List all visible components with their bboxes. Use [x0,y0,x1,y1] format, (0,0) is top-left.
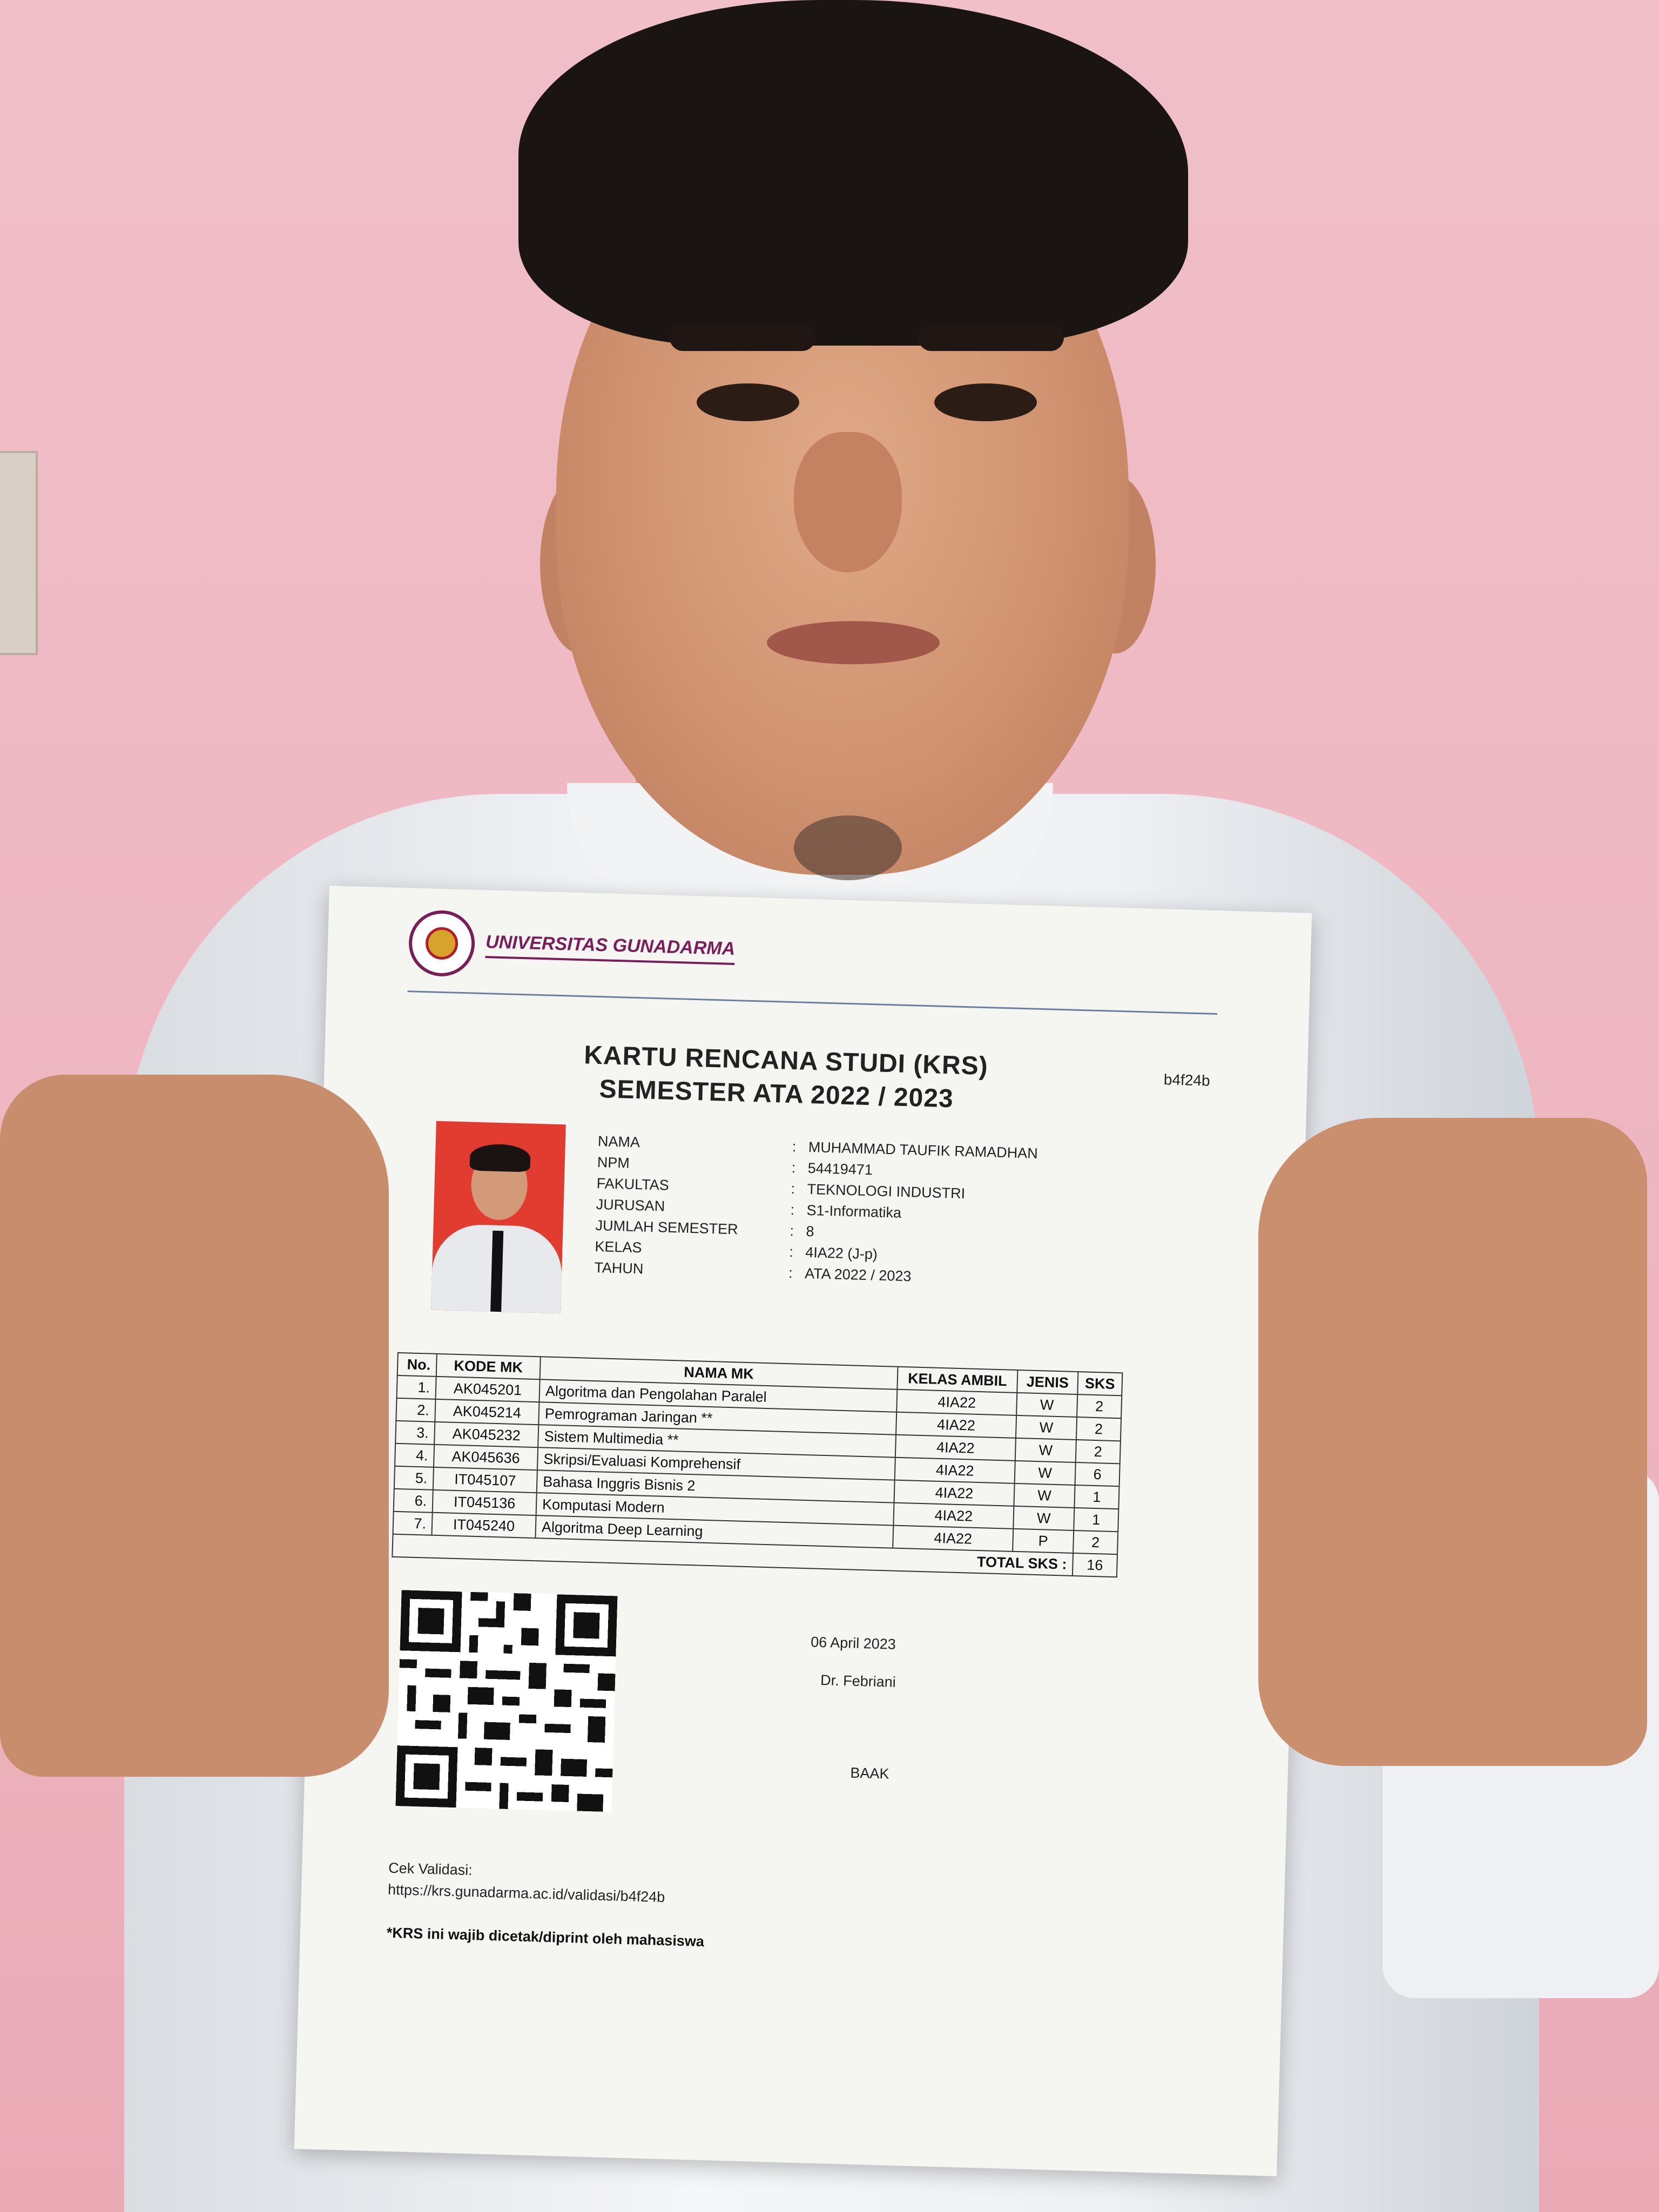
left-eyebrow [670,324,815,351]
info-row: FAKULTAS : TEKNOLOGI INDUSTRI [596,1175,966,1202]
table-row: 5. IT045107 Bahasa Inggris Bisnis 2 4IA22 W 1 [394,1466,1120,1509]
student-info [594,1131,1132,1293]
right-eyebrow [918,324,1064,351]
info-row: KELAS : 4IA22 (J-p) [595,1238,878,1263]
title-line-1: KARTU RENCANA STUDI (KRS) [583,1041,989,1081]
right-eye [934,383,1037,421]
left-hand [0,1075,389,1777]
title-line-2: SEMESTER ATA 2022 / 2023 [598,1075,954,1114]
right-hand [1258,1118,1647,1766]
university-logo-icon [408,909,475,977]
header-rule [408,990,1217,1015]
document-code: b4f24b [1163,1071,1210,1089]
hair [518,0,1188,346]
table-row: 4. AK045636 Skripsi/Evaluasi Komprehensif 4IA22 W 6 [395,1444,1120,1486]
total-sks-label: TOTAL SKS : [392,1534,1073,1576]
goatee [794,815,902,880]
info-row: NAMA : MUHAMMAD TAUFIK RAMADHAN [597,1133,1038,1162]
table-row: 6. IT045136 Komputasi Modern 4IA22 W 1 [394,1489,1119,1532]
wall-switch [0,451,38,655]
validation-url: https://krs.gunadarma.ac.id/validasi/b4f24b [387,1881,665,1906]
info-row: JUMLAH SEMESTER : 8 [595,1217,814,1240]
nose [794,432,902,572]
table-row: 3. AK045232 Sistem Multimedia ** 4IA22 W 2 [395,1421,1121,1464]
paper-header [408,909,736,984]
table-row: 7. IT045240 Algoritma Deep Learning 4IA22 P 2 [393,1512,1118,1554]
sign-date: 06 April 2023 [810,1634,896,1653]
krs-paper [294,886,1312,2176]
university-name: UNIVERSITAS GUNADARMA [485,932,735,965]
table-row: 2. AK045214 Pemrograman Jaringan ** 4IA22 W 2 [396,1398,1121,1441]
signatory-unit: BAAK [850,1764,889,1782]
table-row: 1. AK045201 Algoritma dan Pengolahan Paralel 4IA22 W 2 [397,1375,1122,1418]
qr-code-icon [395,1590,617,1812]
student-photo [431,1121,566,1314]
validation-label: Cek Validasi: [388,1859,473,1879]
mouth [767,621,940,664]
info-row: NPM : 54419471 [597,1154,873,1178]
document-title [583,1038,989,1117]
signatory-name: Dr. Febriani [820,1671,896,1690]
info-row: JURUSAN : S1-Informatika [596,1196,902,1221]
left-eye [697,383,799,421]
info-row: TAHUN : ATA 2022 / 2023 [594,1259,912,1285]
print-note: *KRS ini wajib dicetak/diprint oleh mahasiswa [386,1924,705,1950]
table-header-row: No. KODE MK NAMA MK KELAS AMBIL JENIS SKS [397,1353,1123,1395]
total-sks-value: 16 [1073,1553,1117,1577]
course-table [392,1352,1123,1577]
